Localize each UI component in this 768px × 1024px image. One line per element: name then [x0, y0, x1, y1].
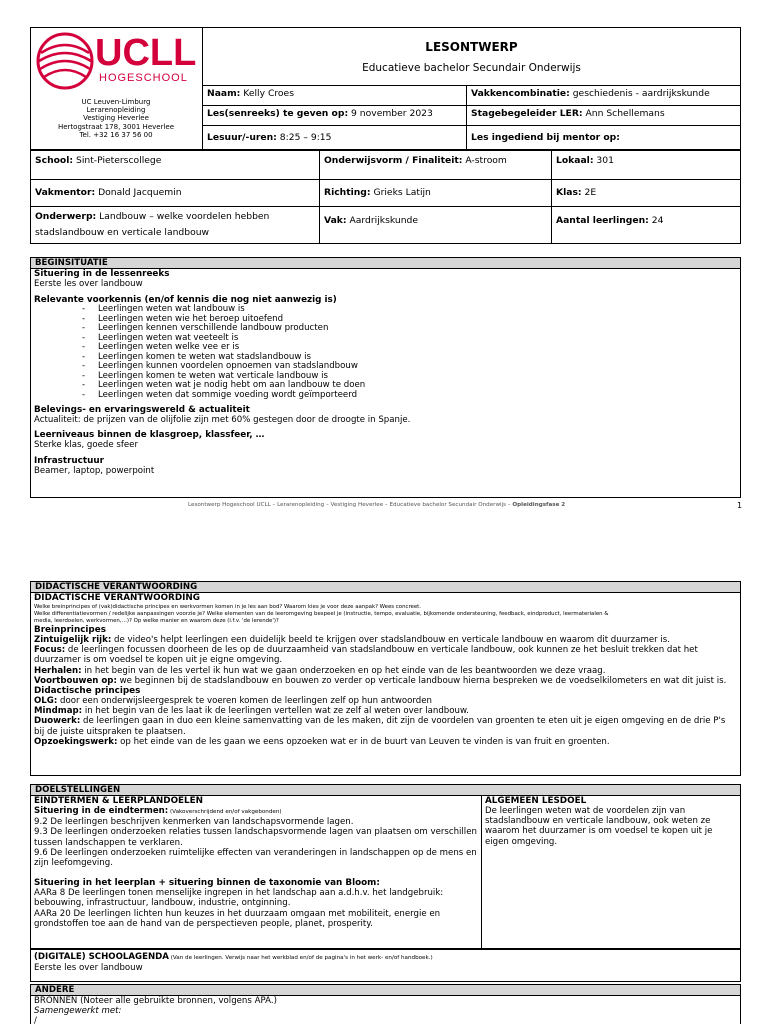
did-label: Mindmap: [34, 706, 83, 717]
agenda-note: (Van de leerlingen. Verwijs naar het werkblad en/of de pagina's in het werk- en/of handboek.) [168, 955, 433, 961]
lesdoel-col [482, 796, 740, 950]
footer-text: Lesontwerp Hogeschool UCLL – Lerarenopleiding – Vestiging Heverlee – Educatieve bachelor Secundair Onderwijs – [188, 502, 513, 508]
footer-bold: Opleidingsfase 2 [512, 502, 566, 508]
didactisch-bar: DIDACTISCHE VERANTWOORDING [31, 582, 740, 593]
address-line: Hertogstraat 178, 3001 Heverlee [57, 122, 175, 131]
did-item [34, 696, 737, 706]
brein-item [34, 676, 737, 686]
didactisch-intro-1: Welke breinprincipes of (vak)didactische principes en werkvormen komen in je les aan bod? Waarom kies je voor deze aanpak? Wees concreet. [34, 604, 422, 610]
did-item [34, 706, 737, 716]
did-label: OLG: [34, 696, 58, 707]
agenda-box [30, 949, 741, 982]
info-table [30, 149, 741, 244]
list-item: - Leerlingen komen te weten wat stadslandbouw is [34, 353, 737, 363]
list-item: - Leerlingen weten wat landbouw is [34, 305, 737, 315]
list-item: - Leerlingen weten dat sommige voeding wordt geïmporteerd [34, 391, 737, 401]
klas-label: Klas: [556, 187, 582, 198]
brein-item [34, 666, 737, 676]
brein-label: Zintuigelijk rijk: [34, 635, 112, 645]
infra-heading: Infrastructuur [34, 455, 104, 466]
stage-value: Ann Schellemans [582, 108, 665, 119]
slash-text: / [34, 1016, 37, 1024]
voorkennis-heading: Relevante voorkennis (en/of kennis die nog niet aanwezig is) [34, 295, 337, 306]
voorkennis-list [34, 305, 737, 400]
header-table [30, 27, 741, 151]
onderwerp-label: Onderwerp: [35, 211, 97, 222]
did-item [34, 716, 737, 736]
mentor-label: Vakmentor: [35, 187, 96, 198]
eindtermen-heading: EINDTERMEN & LEERPLANDOELEN [34, 796, 204, 806]
brein-label: Voortbouwen op: [34, 675, 117, 686]
list-item: - Leerlingen weten wat je nodig hebt om aan landbouw te doen [34, 381, 737, 391]
uur-label: Lesuur/-uren: [207, 132, 277, 143]
agenda-heading: (DIGITALE) SCHOOLAGENDA [34, 952, 169, 962]
niveau-text: Sterke klas, goede sfeer [34, 440, 138, 451]
doelstellingen-bar: DOELSTELLINGEN [31, 785, 740, 796]
address-block [31, 98, 201, 139]
didactisch-heading: DIDACTISCHE VERANTWOORDING [34, 593, 200, 603]
brein-text: de leerlingen focussen doorheen de les op de duurzaamheid van stadslandbouw en verticale landbouw, ook kunnen ze het besluit trekken dat het duurzamer is om voedsel te kopen uit je eigne omgeving. [34, 645, 698, 666]
lokaal-value: 301 [593, 155, 614, 166]
vak-label: Vak: [324, 215, 347, 226]
did-item [34, 737, 737, 747]
title-cell [203, 28, 741, 86]
logo-sub: HOGESCHOOL [99, 72, 188, 84]
bronnen-text: BRONNEN (Noteer alle gebruikte bronnen, volgens APA.) [34, 996, 277, 1006]
did-label: Opzoekingswerk: [34, 736, 118, 747]
andere-box [30, 984, 741, 1024]
vak-combo-value: geschiedenis - aardrijkskunde [569, 88, 710, 99]
didactisch-intro-3: media, leerdoelen, werkvormen,…)? Op welke manier en waarom deze (i.f.v. 'de lerende')? [34, 618, 279, 624]
uur-value: 8:25 – 9:15 [276, 132, 332, 143]
page-footer [188, 502, 565, 508]
plan-item: AARa 8 De leerlingen tonen menselijke ingrepen in het landschap aan a.d.h.v. het landgebruik: bebouwing, infrastructuur, landbouw, industrie, ontginning. [34, 888, 444, 909]
list-item: - Leerlingen weten wat veeteelt is [34, 334, 737, 344]
infra-text: Beamer, laptop, powerpoint [34, 465, 155, 476]
onderwerp-value-2: stadslandbouw en verticale landbouw [35, 227, 210, 238]
did-text: door een onderwijsleergesprek te voeren komen de leerlingen zelf op hun antwoorden [57, 696, 432, 707]
brein-item [34, 645, 737, 665]
did-heading: Didactische principes [34, 686, 141, 697]
situering-text: Eerste les over landbouw [34, 279, 143, 289]
address-line: UC Leuven-Limburg [81, 98, 151, 106]
brein-label: Herhalen: [34, 665, 82, 676]
niveau-heading: Leerniveaus binnen de klasgroep, klassfeer, … [34, 430, 265, 441]
aantal-value: 24 [648, 215, 664, 226]
address-line: Tel. +32 16 37 56 00 [79, 130, 153, 139]
eindterm-item: 9.2 De leerlingen beschrijven kenmerken van landschapsvormende lagen. [34, 817, 354, 828]
plan-heading: Situering in het leerplan + situering binnen de taxonomie van Bloom: [34, 878, 380, 889]
aantal-label: Aantal leerlingen: [556, 215, 649, 226]
vorm-label: Onderwijsvorm / Finaliteit: [324, 155, 463, 166]
situering-heading: Situering in de lessenreeks [34, 269, 170, 279]
mentor-value: Donald Jacquemin [95, 187, 182, 198]
vak-combo-label: Vakkencombinatie: [471, 88, 570, 99]
lokaal-label: Lokaal: [556, 155, 594, 166]
sit-note: (Vakoverschrijdend en/of vakgebonden) [168, 809, 282, 815]
brein-label: Focus: [34, 645, 66, 656]
list-item: - Leerlingen kennen verschillende landbouw producten [34, 324, 737, 334]
onderwerp-value: Landbouw – welke voordelen hebben [96, 211, 270, 222]
list-item: - Leerlingen weten welke vee er is [34, 343, 737, 353]
doelstellingen-box [30, 784, 741, 949]
list-item: - Leerlingen komen te weten wat verticale landbouw is [34, 372, 737, 382]
agenda-heading-line [34, 952, 737, 963]
beginsituatie-box [30, 257, 741, 498]
brein-text: in het begin van de les vertel ik hun wat we gaan onderzoeken en op het einde van de les beantwoorden we deze vraag. [81, 665, 606, 676]
did-text: de leerlingen gaan in duo een kleine samenvatting van de les maken, dit zijn de voordelen van groenten te eten uit je eigen omgeving en de drie P's bij de juiste uitspraken te plaatsen. [34, 716, 726, 737]
naam-value: Kelly Croes [240, 88, 294, 99]
did-label: Duowerk: [34, 716, 81, 727]
samen-text: Samengewerkt met: [34, 1006, 122, 1017]
richting-value: Grieks Latijn [370, 187, 431, 198]
ucll-logo-icon [35, 31, 95, 91]
belevings-heading: Belevings- en ervaringswereld & actualiteit [34, 405, 250, 416]
andere-bar: ANDERE [31, 985, 740, 996]
les-label: Les(senreeks) te geven op: [207, 108, 349, 119]
klas-value: 2E [581, 187, 597, 198]
vak-value: Aardrijkskunde [346, 215, 419, 226]
address-line: Lerarenopleiding [86, 106, 146, 115]
brein-heading: Breinprincipes [34, 625, 106, 635]
school-label: School: [35, 155, 74, 166]
naam-label: Naam: [207, 88, 241, 99]
list-item: - Leerlingen kunnen voordelen opnoemen van stadslandbouw [34, 362, 737, 372]
logo-text: UCLL [95, 32, 197, 74]
agenda-text: Eerste les over landbouw [34, 963, 143, 974]
eindterm-item: 9.6 De leerlingen onderzoeken ruimtelijke effecten van veranderingen in landschappen op de mens en zijn leefomgeving. [34, 847, 477, 869]
sit-heading: Situering in de eindtermen: [34, 806, 169, 816]
stage-label: Stagebegeleider LER: [471, 108, 583, 119]
ingediend-label: Les ingediend bij mentor op: [471, 132, 620, 143]
plan-item: AARa 20 De leerlingen lichten hun keuzes in het duurzaam omgaan met mobiliteit, energie en grondstoffen toe aan de hand van de perspectieven people, planet, prosperity. [34, 908, 441, 929]
page-subtitle: Educatieve bachelor Secundair Onderwijs [362, 62, 581, 74]
beginsituatie-bar: BEGINSITUATIE [31, 258, 740, 269]
brein-item [34, 635, 737, 645]
brein-text: de video's helpt leerlingen een duidelijk beeld te krijgen over stadslandbouw en verticale landbouw en waarom dit duurzamer is. [111, 635, 670, 645]
list-item: - Leerlingen weten wie het beroep uitoefend [34, 315, 737, 325]
les-value: 9 november 2023 [348, 108, 433, 119]
brein-text: we beginnen bij de stadslandbouw en bouwen zo verder op verticale landbouw hierna bespreken we de voedselkilometers en wat dit juist is. [116, 675, 727, 686]
sit-heading-line [34, 806, 478, 817]
lesdoel-text: De leerlingen weten wat de voordelen zijn van stadslandbouw en verticale landbouw, ook weten ze waarom het duurzamer is om voedsel te kopen uit je eigen omgeving. [485, 806, 713, 847]
belevings-text: Actualiteit: de prijzen van de olijfolie zijn met 60% gestegen door de droogte in Spanje. [34, 415, 411, 426]
did-text: op het einde van de les gaan we eens opzoeken wat er in de buurt van Leuven te vinden is van fruit en groenten. [117, 736, 610, 747]
didactisch-box [30, 581, 741, 776]
page-title: LESONTWERP [425, 40, 518, 54]
school-value: Sint-Pieterscollege [73, 155, 162, 166]
vorm-value: A-stroom [462, 155, 507, 166]
eindterm-item: 9.3 De leerlingen onderzoeken relaties tussen landschapsvormende lagen van plaatsen om verschillen tussen landschappen te verklaren. [34, 827, 477, 848]
logo-cell [31, 28, 203, 151]
did-text: in het begin van de les laat ik de leerlingen vertellen wat ze zelf al weten over landbouw. [82, 706, 469, 717]
lesdoel-heading: ALGEMEEN LESDOEL [485, 796, 587, 806]
address-line: Vestiging Heverlee [83, 114, 149, 123]
richting-label: Richting: [324, 187, 371, 198]
page-number: 1 [737, 501, 743, 510]
didactisch-intro-2: Welke differentiatievormen / redelijke aanpassingen voorzie je? Welke elementen van de leeromgeving bespeel je (instructie, tempo, evaluatie, bijkomende ondersteuning, feedback, eindproduct, leermaterialen & [34, 611, 609, 617]
eindtermen-col [31, 796, 482, 950]
